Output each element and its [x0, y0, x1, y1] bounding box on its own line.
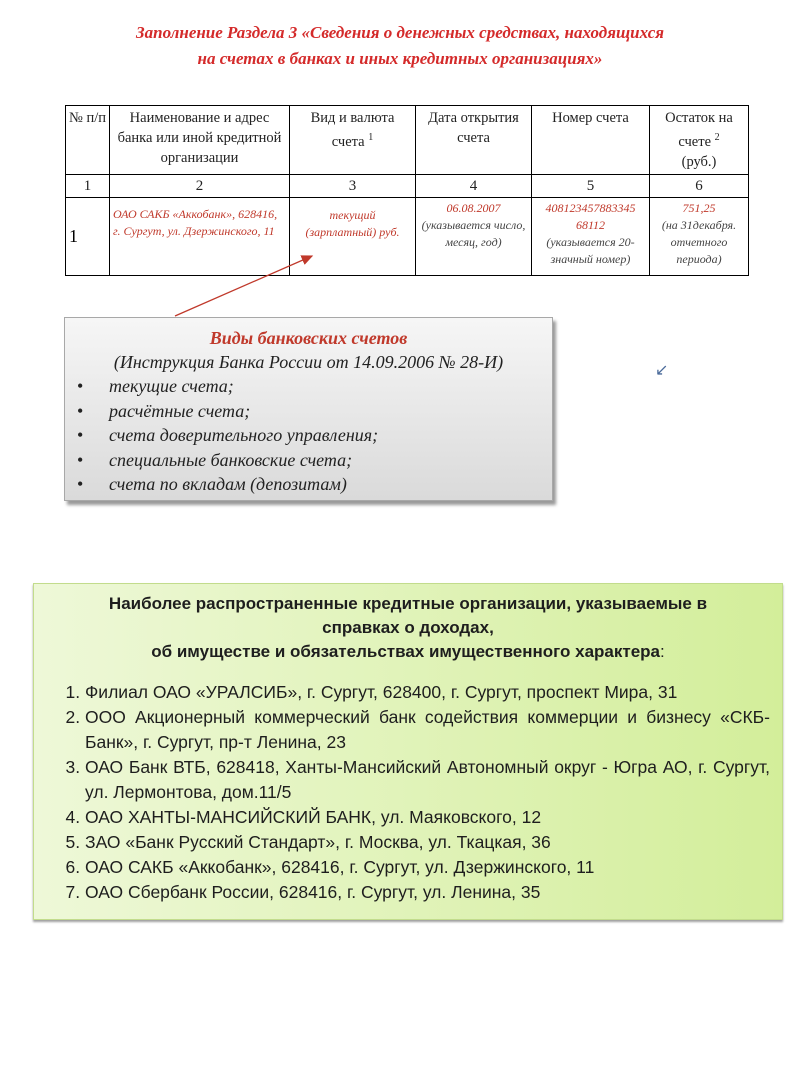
title-line-1: Заполнение Раздела 3 «Сведения о денежных средствах, находящихся [135, 23, 664, 42]
column-number: 4 [416, 174, 532, 197]
balance-cell: 751,25 (на 31декабря. отчетного периода) [650, 197, 749, 275]
header-bank-name: Наименование и адрес банка или иной кредитной организации [110, 106, 290, 175]
column-number: 3 [290, 174, 416, 197]
list-item: 4. ОАО ХАНТЫ-МАНСИЙСКИЙ БАНК, ул. Маяковского, 12 [85, 805, 770, 830]
balance-hint: (на 31декабря. отчетного периода) [661, 217, 737, 266]
footnote-2: 2 [714, 132, 720, 143]
list-item: 3. ОАО Банк ВТБ, 628418, Ханты-Мансийский Автономный округ - Югра АО, г. Сургут, ул. Лермонтова, дом.11/5 [85, 755, 770, 805]
column-number: 6 [650, 174, 749, 197]
list-item: • расчётные счета; [109, 399, 552, 424]
account-number-cell: 408123457883345 68112 (указывается 20-значный номер) [532, 197, 650, 275]
list-item: 1. Филиал ОАО «УРАЛСИБ», г. Сургут, 628400, г. Сургут, проспект Мира, 31 [85, 680, 770, 705]
column-number: 2 [110, 174, 290, 197]
list-item: • счета по вкладам (депозитам) [109, 472, 552, 497]
list-item: • счета доверительного управления; [109, 423, 552, 448]
header-open-date: Дата открытия счета [416, 106, 532, 175]
bank-cell: ОАО САКБ «Аккобанк», 628416, г. Сургут, ул. Дзержинского, 11 [110, 197, 290, 275]
date-hint: (указывается число, месяц, год) [421, 217, 526, 249]
list-item: 6. ОАО САКБ «Аккобанк», 628416, г. Сургут, ул. Дзержинского, 11 [85, 855, 770, 880]
open-date-cell: 06.08.2007 (указывается число, месяц, год) [416, 197, 532, 275]
list-item: 7. ОАО Сбербанк России, 628416, г. Сургут, ул. Ленина, 35 [85, 880, 770, 905]
account-types-box [64, 317, 553, 501]
footnote-1: 1 [368, 132, 374, 143]
account-hint: (указывается 20-значный номер) [546, 234, 635, 266]
list-item: 5. ЗАО «Банк Русский Стандарт», г. Москва, ул. Ткацкая, 36 [85, 830, 770, 855]
account-kind-cell: текущий (зарплатный) руб. [290, 197, 416, 275]
stray-mark-icon: ↙ [655, 362, 669, 379]
account-types-list [65, 374, 552, 497]
list-item: • специальные банковские счета; [109, 448, 552, 473]
list-item: 2. ООО Акционерный коммерческий банк содействия коммерции и бизнесу «СКБ-Банк», г. Сургут, пр-т Ленина, 23 [85, 705, 770, 755]
header-balance: Остаток на счете $^2$ (руб.) [650, 106, 749, 175]
title-line-2: на счетах в банках и иных кредитных организациях» [197, 49, 603, 68]
credit-organizations-box [33, 583, 783, 920]
row-index: 1 [66, 197, 110, 275]
header-account-number: Номер счета [532, 106, 650, 175]
column-number: 1 [66, 174, 110, 197]
header-account-kind: Вид и валюта счета $^1$ [290, 106, 416, 175]
organizations-heading: Наиболее распространенные кредитные организации, указываемые в справках о доходах, об имуществе и обязательствах имущественного характера: [108, 594, 708, 661]
account-types-source: (Инструкция Банка России от 14.09.2006 № 28-И) [113, 352, 504, 372]
organizations-list [34, 680, 770, 905]
header-number: № п/п [66, 106, 110, 175]
column-number: 5 [532, 174, 650, 197]
list-item: • текущие счета; [109, 374, 552, 399]
account-types-heading: Виды банковских счетов [209, 328, 408, 348]
